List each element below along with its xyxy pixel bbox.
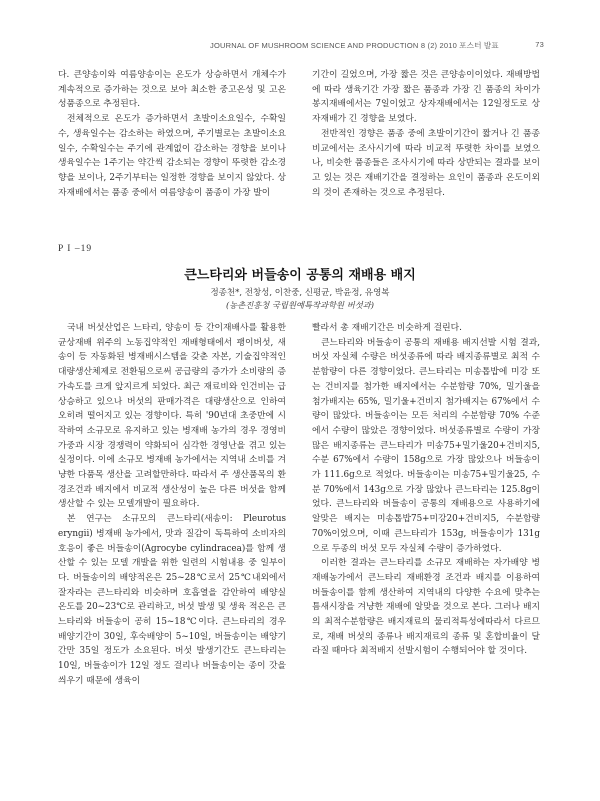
- top-right-column: [312, 68, 540, 200]
- paragraph: 빨라서 총 재배기간은 비슷하게 걸린다.: [312, 323, 462, 333]
- paragraph: 큰느타리와 버들송이 공통의 재배용 배지선발 시험 결과, 버섯 자실체 수량은 버섯종류에 따라 배지종류별로 최적 수분함량이 다른 경향이었다. 큰느타리는 미송톱밥에 미강 또는 건비지를 첨가한 배지에서는 수분함량 70%, 밀기울을 첨가배지는 65%, 밀기울+건비지 첨가배지는 67%에서 수량이 많았다. 버들송이는 모든 처리의 수분함량 70% 수준에서 수량이 많았은 경향이었다. 버섯종류별로 수량이 가장 많은 배지종류는 큰느타리가 미송75+밀기울20+건비지5, 수분 67%에서 수량이 158g으로 가장 많았으나 버들송이가 111.6g으로 적었다. 버들송이는 미송75+밀기울25, 수분 70%에서 143g으로 가장 많았나 큰느타리는 125.8g이었다. 큰느타리와 버들송이 공통의 재배용으로 사용하기에 알맞은 배지는 미송톱밥75+미강20+건비지5, 수분함량 70%이었으며, 이때 큰느타리가 153g, 버들송이가 131g으로 두종의 버섯 모두 자실체 수량이 증가하였다.: [312, 337, 540, 554]
- page-number: 73: [535, 40, 544, 49]
- paragraph: 전반적인 경향은 품종 중에 초발이기간이 짧거나 긴 품종비교에서는 조사시기에 따라 비교적 뚜렷한 차이를 보였으나, 비슷한 품종들은 조사시기에 따라 상반되는 결과를 보이고 있는 것은 재배기간을 결정하는 요인이 품종과 온도이외의 것이 존재하는 것으로 추정된다.: [312, 128, 540, 198]
- journal-title: JOURNAL OF MUSHROOM SCIENCE AND PRODUCTION 8 (2) 2010 포스터 발표: [210, 41, 499, 50]
- paragraph: 기간이 길었으며, 가장 짧은 것은 큰양송이이었다. 재배방법에 따라 생육기간 가장 짧은 품종과 가장 긴 품종의 차이가 봉지재배에서는 7일이었고 상자재배에서는 12일정도로 상자재배가 긴 경향을 보였다.: [312, 70, 540, 125]
- section-id: P I –19: [58, 244, 93, 254]
- paragraph: 국내 버섯산업은 느타리, 양송이 등 간이재배사를 활용한 균상재배 위주의 노동집약적인 재배형태에서 팽이버섯, 새송이 등 자동화된 병재배시스템을 갖춘 자본, 기술집약적인 대량생산체제로 전환됨으로써 공급량의 증가가 소비량의 증가속도를 크게 앞지르게 되었다. 최근 재료비와 인건비는 급상승하고 있으나 버섯의 판매가격은 대량생산으로 인하여 오히려 떨어지고 있는 경향이다. 특히 '90년대 초중반에 시작하여 소규모로 유지하고 있는 병재배 농가의 경우 경영비 가중과 시장 경쟁력이 약화되어 심각한 경영난을 겪고 있는 실정이다. 이에 소규모 병재배 농가에서는 지역내 소비를 겨냥한 다품목 생산을 고려할만하다. 따라서 주 생산품목의 환경조건과 배지에서 비교적 생산성이 높은 다른 버섯을 함께 생산할 수 있는 모델개발이 필요하다.: [58, 323, 286, 510]
- article-right-column: [312, 321, 540, 659]
- paragraph: 이러한 결과는 큰느타리를 소규모 재배하는 자가배양 병재배농가에서 큰느타리 재배환경 조건과 배지를 이용하여 버들송이를 함께 생산하여 지역내의 다양한 수요에 맞추는 틈새시장을 겨냥한 재배에 알맞을 것으로 본다. 그러나 배지의 최적수분함량은 배지재료의 물리적특성에따라서 다르므로, 재배 버섯의 종류나 배지재료의 종류 및 혼합비율이 달라질 때마다 최적배지 선발시험이 수행되어야 할 것이다.: [312, 558, 540, 657]
- authors: 정종천*, 전창성, 이찬중, 신평균, 박윤정, 유영복: [210, 288, 390, 298]
- article-left-column: [58, 321, 286, 689]
- affiliation: (농촌진흥청 국립원예특작과학원 버섯과): [225, 300, 374, 310]
- paragraph: 본 연구는 소규모의 큰느타리(새송이: Pleurotus eryngii) 병재배 농가에서, 맛과 질감이 독특하여 소비자의 호응이 좋은 버들송이(Agrocybe cylindracea)를 함께 생산할 수 있는 모델 개발을 위한 일련의 시험내용 중 일부이다. 버들송이의 배양적온은 25~28℃로서 25℃내외에서 잘자라는 큰느타리와 비슷하며 호흡열을 감안하여 배양실 온도를 20~23℃로 관리하고, 버섯 발생 및 생육 적온은 큰느타리와 버들송이 공히 15~18℃이다. 큰느타리의 경우 배양기간이 30일, 후숙배양이 5~10일, 버들송이는 배양기간만 35일 정도가 소요된다. 버섯 발생기간도 큰느타리는 10일, 버들송이가 12일 정도 걸리나 버들송이는 종이 갓을 씌우기 때문에 생육이: [58, 514, 286, 686]
- paragraph: 다. 큰양송이와 여름양송이는 온도가 상승하면서 개체수가 계속적으로 증가하는 것으로 보아 최소한 중고온성 및 고온성품종으로 추정된다.: [58, 70, 286, 110]
- top-left-column: [58, 68, 286, 200]
- paragraph: 전체적으로 온도가 증가하면서 초발이소요일수, 수확일수, 생육일수는 감소하는 하였으며, 주기별로는 초발이소요일수, 수확일수는 주기에 관계없이 감소하는 경향을 보이나 생육일수는 1주기는 약간씩 감소되는 경향이 뚜렷한 감소경향을 보이나, 2주기부터는 일정한 경향을 보이지 않았다. 상자재배에서는 품종 중에서 여름양송이 품종이 가장 발이: [58, 114, 286, 198]
- article-title: 큰느타리와 버들송이 공통의 재배용 배지: [184, 268, 416, 283]
